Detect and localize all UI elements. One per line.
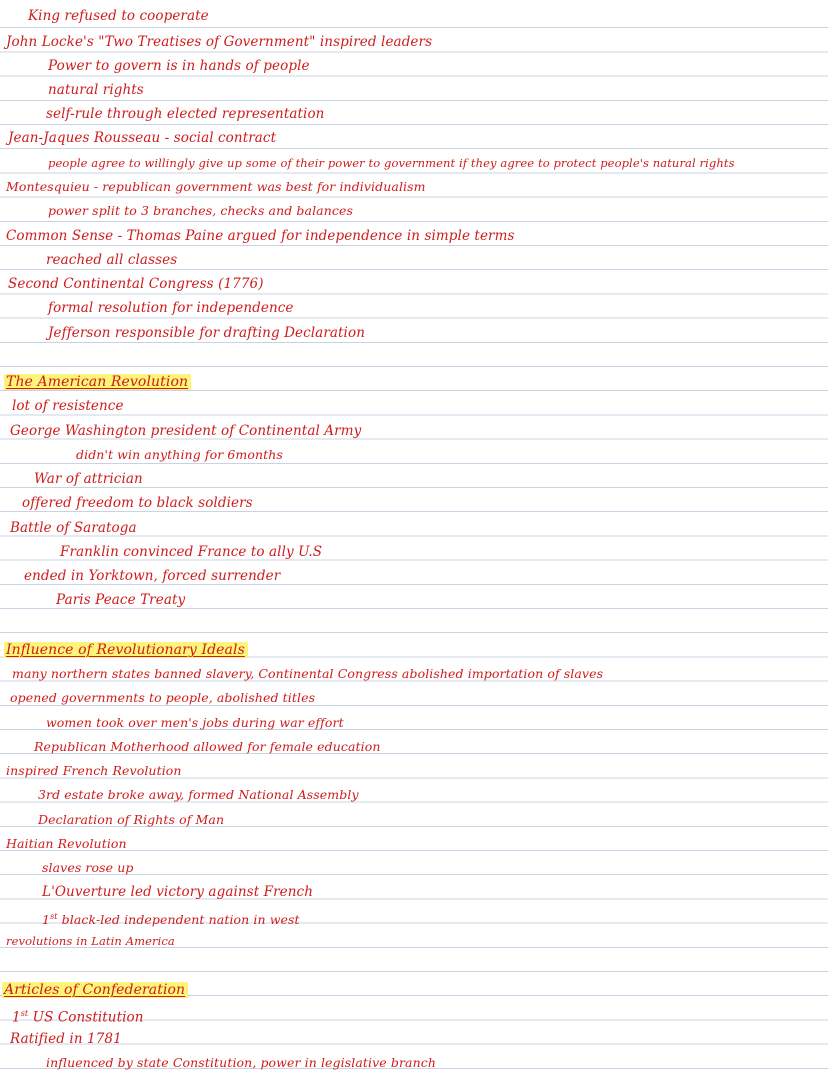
note-line: formal resolution for independence — [48, 300, 294, 316]
note-line: offered freedom to black soldiers — [22, 495, 253, 511]
note-line: Jean-Jaques Rousseau - social contract — [8, 130, 277, 146]
note-line: Second Continental Congress (1776) — [8, 276, 264, 292]
note-line: Power to govern is in hands of people — [48, 58, 310, 74]
note-line: many northern states banned slavery, Continental Congress abolished importation of slaves — [12, 666, 604, 681]
note-line: George Washington president of Continental Army — [10, 423, 362, 439]
note-line: natural rights — [48, 82, 144, 98]
note-line: Battle of Saratoga — [10, 520, 137, 536]
note-line: lot of resistence — [12, 398, 124, 414]
note-line: L'Ouverture led victory against French — [42, 884, 313, 900]
section-heading: Influence of Revolutionary Ideals — [4, 638, 248, 662]
note-line: Montesquieu - republican government was best for individualism — [6, 179, 426, 194]
note-line: Jefferson responsible for drafting Declaration — [48, 325, 365, 341]
note-line: Declaration of Rights of Man — [38, 812, 225, 827]
note-line: Common Sense - Thomas Paine argued for independence in simple terms — [6, 228, 515, 244]
note-line: Haitian Revolution — [6, 836, 127, 851]
note-line: John Locke's "Two Treatises of Government" inspired leaders — [6, 34, 433, 50]
note-line: King refused to cooperate — [28, 8, 209, 24]
note-line: Republican Motherhood allowed for female education — [34, 739, 381, 754]
note-line: self-rule through elected representation — [46, 106, 325, 122]
note-line: Franklin convinced France to ally U.S — [60, 544, 323, 560]
section-heading: The American Revolution — [4, 370, 191, 394]
note-line: War of attrician — [34, 471, 143, 487]
note-line: revolutions in Latin America — [6, 934, 175, 948]
note-line: inspired French Revolution — [6, 763, 182, 778]
note-line: didn't win anything for 6months — [76, 447, 283, 462]
note-line: 1st US Constitution — [12, 1009, 144, 1026]
note-line: influenced by state Constitution, power in legislative branch — [46, 1055, 436, 1070]
note-line: people agree to willingly give up some of their power to government if they agree to protect people's natural rights — [48, 156, 735, 170]
note-line: women took over men's jobs during war effort — [46, 715, 344, 730]
section-heading: Articles of Confederation — [2, 978, 188, 1002]
note-line: 1st black-led independent nation in west — [42, 912, 300, 928]
note-line: ended in Yorktown, forced surrender — [24, 568, 281, 584]
note-line: slaves rose up — [42, 860, 134, 875]
note-line: power split to 3 branches, checks and balances — [48, 203, 353, 218]
note-line: opened governments to people, abolished titles — [10, 690, 316, 705]
note-line: 3rd estate broke away, formed National Assembly — [38, 787, 359, 802]
note-line: Ratified in 1781 — [10, 1031, 122, 1047]
note-line: reached all classes — [46, 252, 178, 268]
note-line: Paris Peace Treaty — [56, 592, 186, 608]
